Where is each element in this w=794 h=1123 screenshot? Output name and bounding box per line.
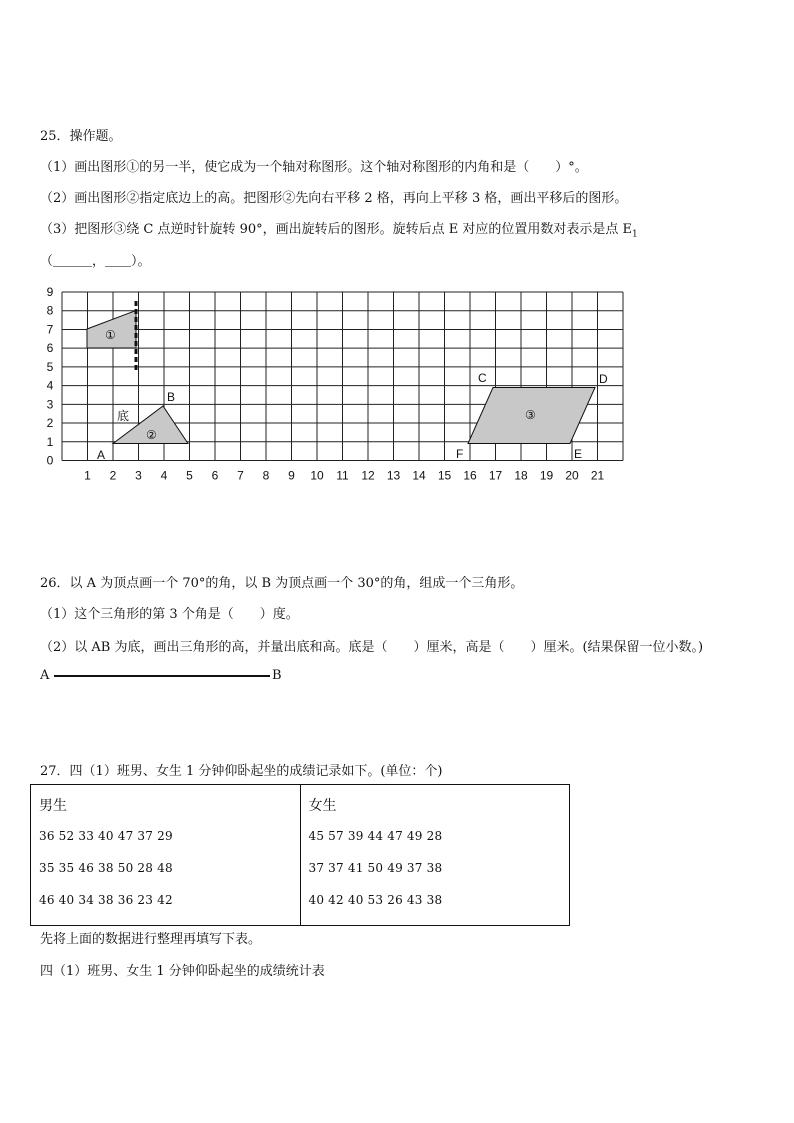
x-tick-label: 5 xyxy=(186,468,193,483)
x-tick-label: 20 xyxy=(565,468,579,483)
y-tick-label: 2 xyxy=(46,416,54,431)
x-tick-label: 2 xyxy=(109,468,117,483)
segment-label-a: A xyxy=(40,668,50,683)
point-f-label: F xyxy=(456,447,464,461)
q25-title: 25．操作题。 xyxy=(40,129,122,144)
y-tick-label: 7 xyxy=(46,322,54,337)
x-tick-label: 6 xyxy=(211,468,219,483)
q27-table-title: 四（1）班男、女生 1 分钟仰卧起坐的成绩统计表 xyxy=(40,964,325,979)
boys-row: 35 35 46 38 50 28 48 xyxy=(39,861,173,875)
x-tick-label: 18 xyxy=(514,468,528,483)
x-tick-label: 4 xyxy=(160,468,168,483)
x-tick-label: 16 xyxy=(463,468,477,483)
segment-label-b: B xyxy=(272,668,282,683)
q26-title: 26．以 A 为顶点画一个 70°的角，以 B 为顶点画一个 30°的角，组成一个三角形。 xyxy=(40,576,524,591)
x-tick-label: 7 xyxy=(237,468,244,483)
q25-part2: （2）画出图形②指定底边上的高。把图形②先向右平移 2 格，再向上平移 3 格，画出平移后的图形。 xyxy=(40,191,628,206)
q26-part1: （1）这个三角形的第 3 个角是（ ）度。 xyxy=(40,607,299,622)
x-tick-label: 14 xyxy=(412,468,426,483)
point-a-label: A xyxy=(97,448,106,462)
point-d-label: D xyxy=(599,372,608,386)
q25-part3-subscript: 1 xyxy=(632,229,638,240)
girls-row: 40 42 40 53 26 43 38 xyxy=(308,893,443,907)
y-tick-label: 5 xyxy=(46,359,54,374)
x-tick-label: 21 xyxy=(590,468,605,483)
girls-row: 45 57 39 44 47 49 28 xyxy=(308,829,443,843)
x-tick-label: 15 xyxy=(437,468,452,483)
x-tick-label: 1 xyxy=(84,468,91,483)
x-tick-label: 11 xyxy=(336,468,349,483)
segment-line xyxy=(54,675,270,677)
q26-part2: （2）以 AB 为底，画出三角形的高，并量出底和高。底是（ ）厘米，高是（ ）厘米。(结果保留一位小数。) xyxy=(40,640,704,655)
y-tick-label: 1 xyxy=(46,434,54,449)
q27-title: 27．四（1）班男、女生 1 分钟仰卧起坐的成绩记录如下。(单位：个) xyxy=(40,764,443,779)
point-b-label: B xyxy=(167,390,176,404)
scores-table xyxy=(30,784,570,926)
x-tick-label: 19 xyxy=(539,468,554,483)
boys-row: 46 40 34 38 36 23 42 xyxy=(39,893,173,907)
y-tick-label: 9 xyxy=(46,285,54,299)
x-tick-label: 8 xyxy=(262,468,270,483)
shape-1-label: ① xyxy=(105,328,116,342)
girls-cell xyxy=(300,785,570,926)
segment-ab xyxy=(40,668,290,684)
x-tick-label: 9 xyxy=(288,468,295,483)
q25-part3-text: （3）把图形③绕 C 点逆时针旋转 90°，画出旋转后的图形。旋转后点 E 对应的位置用数对表示是点 E xyxy=(40,222,633,237)
boys-header: 男生 xyxy=(39,798,67,814)
y-tick-label: 3 xyxy=(46,397,54,412)
shape-3-label: ③ xyxy=(525,408,536,422)
base-label: 底 xyxy=(117,409,130,423)
q25-part3 xyxy=(40,218,638,240)
x-tick-label: 12 xyxy=(361,468,375,483)
y-tick-label: 6 xyxy=(46,341,54,356)
q25-part1: （1）画出图形①的另一半，使它成为一个轴对称图形。这个轴对称图形的内角和是（ ）°。 xyxy=(40,160,588,175)
q27-note: 先将上面的数据进行整理再填写下表。 xyxy=(40,932,262,947)
y-tick-label: 8 xyxy=(46,303,54,318)
y-tick-label: 0 xyxy=(46,453,54,468)
x-tick-label: 17 xyxy=(488,468,503,483)
boys-row: 36 52 33 40 47 37 29 xyxy=(39,829,173,843)
girls-header: 女生 xyxy=(308,798,337,814)
shape-2-label: ② xyxy=(146,428,157,442)
boys-cell xyxy=(31,785,301,926)
point-c-label: C xyxy=(478,371,487,385)
x-tick-label: 13 xyxy=(386,468,401,483)
coordinate-grid xyxy=(36,282,636,487)
point-e-label: E xyxy=(574,447,583,461)
x-tick-label: 10 xyxy=(310,468,324,483)
q25-part3-blanks: （＿＿＿，＿＿）。 xyxy=(40,254,151,269)
y-tick-label: 4 xyxy=(46,378,54,393)
x-tick-label: 3 xyxy=(135,468,142,483)
girls-row: 37 37 41 50 49 37 38 xyxy=(308,861,443,875)
